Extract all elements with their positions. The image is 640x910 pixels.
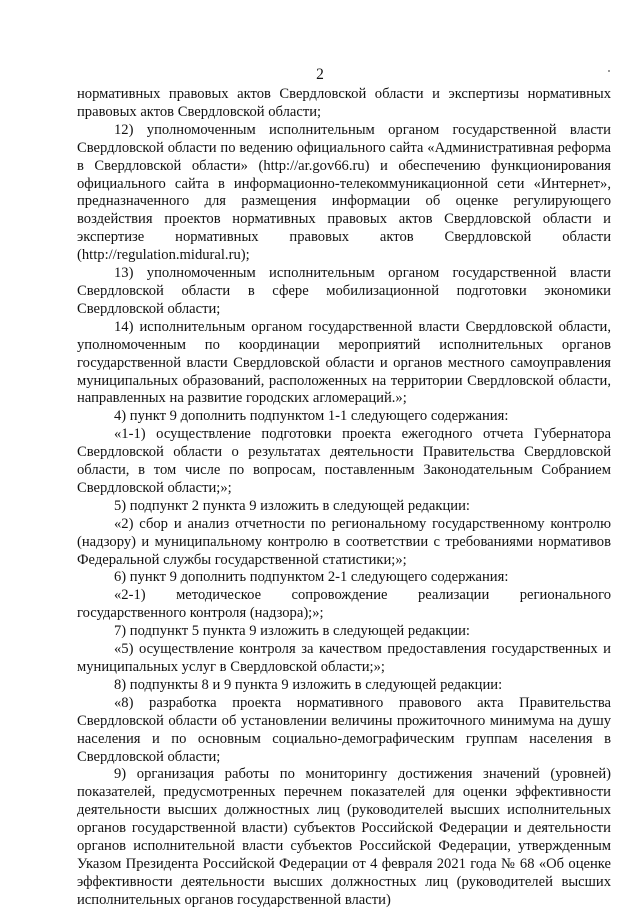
paragraph: 4) пункт 9 дополнить подпунктом 1-1 следующего содержания:	[114, 408, 509, 425]
paragraph: 9) организация работы по мониторингу достижения значений (уровней) показателей, предусмотренных перечнем показателей для оценки эффективности деятельности высших должностных лиц (руководителей высших исполнительных органов государственной власти) субъектов Российской Федерации и деятельности органов исполнительной власти субъектов Российской Федерации, утвержденным Указом Президента Российской Федерации от 4 февраля 2021 года № 68 «Об оценке эффективности деятельности высших должностных лиц (руководителей высших исполнительных органов государственной власти)	[77, 766, 611, 908]
paragraph: «2-1) методическое сопровождение реализации регионального государственного контроля (надзора);»;	[77, 587, 611, 622]
paragraph: «1-1) осуществление подготовки проекта ежегодного отчета Губернатора Свердловской области о результатах деятельности Правительства Свердловской области, в том числе по вопросам, поставленным Законодательным Собранием Свердловской области;»;	[77, 426, 611, 496]
paragraph: «2) сбор и анализ отчетности по региональному государственному контролю (надзору) и муниципальному контролю в соответствии с требованиями нормативов Федеральной службы государственной статистики;»;	[77, 515, 611, 568]
paragraph: 5) подпункт 2 пункта 9 изложить в следующей редакции:	[114, 497, 470, 514]
page-number: 2	[316, 66, 324, 83]
paragraph: 12) уполномоченным исполнительным органом государственной власти Свердловской области по ведению официального сайта «Административная реформа в Свердловской области» (http://ar.gov66.ru) и обеспечению функционирования официального сайта в информационно-телекоммуникационной сети «Интернет», предназначенного для размещения информации об оценке регулирующего воздействия проектов нормативных правовых актов Свердловской области и экспертизе нормативных правовых актов Свердловской области (http://regulation.midural.ru);	[77, 121, 611, 264]
paragraph: 13) уполномоченным исполнительным органом государственной власти Свердловской области в сфере мобилизационной подготовки экономики Свердловской области;	[77, 265, 611, 317]
paragraph: 6) пункт 9 дополнить подпунктом 2-1 следующего содержания:	[114, 569, 509, 586]
paragraph: нормативных правовых актов Свердловской области и экспертизы нормативных правовых актов Свердловской области;	[77, 86, 611, 120]
paragraph: «8) разработка проекта нормативного правового акта Правительства Свердловской области об установлении величины прожиточного минимума на душу населения и по основным социально-демографическим группам населения в Свердловской области;	[77, 694, 611, 765]
paragraph: 8) подпункты 8 и 9 пункта 9 изложить в следующей редакции:	[114, 676, 503, 693]
paragraph: «5) осуществление контроля за качеством предоставления государственных и муниципальных услуг в Свердловской области;»;	[77, 641, 611, 675]
paragraph: 14) исполнительным органом государственной власти Свердловской области, уполномоченным по координации мероприятий исполнительных органов государственной власти Свердловской области и органов местного самоуправления муниципальных образований, расположенных на территории Свердловской области, направленных на развитие городских агломераций.»;	[77, 318, 611, 407]
paragraph: 7) подпункт 5 пункта 9 изложить в следующей редакции:	[114, 623, 470, 640]
document-body	[77, 86, 611, 910]
scan-artifact-dot	[608, 70, 610, 72]
